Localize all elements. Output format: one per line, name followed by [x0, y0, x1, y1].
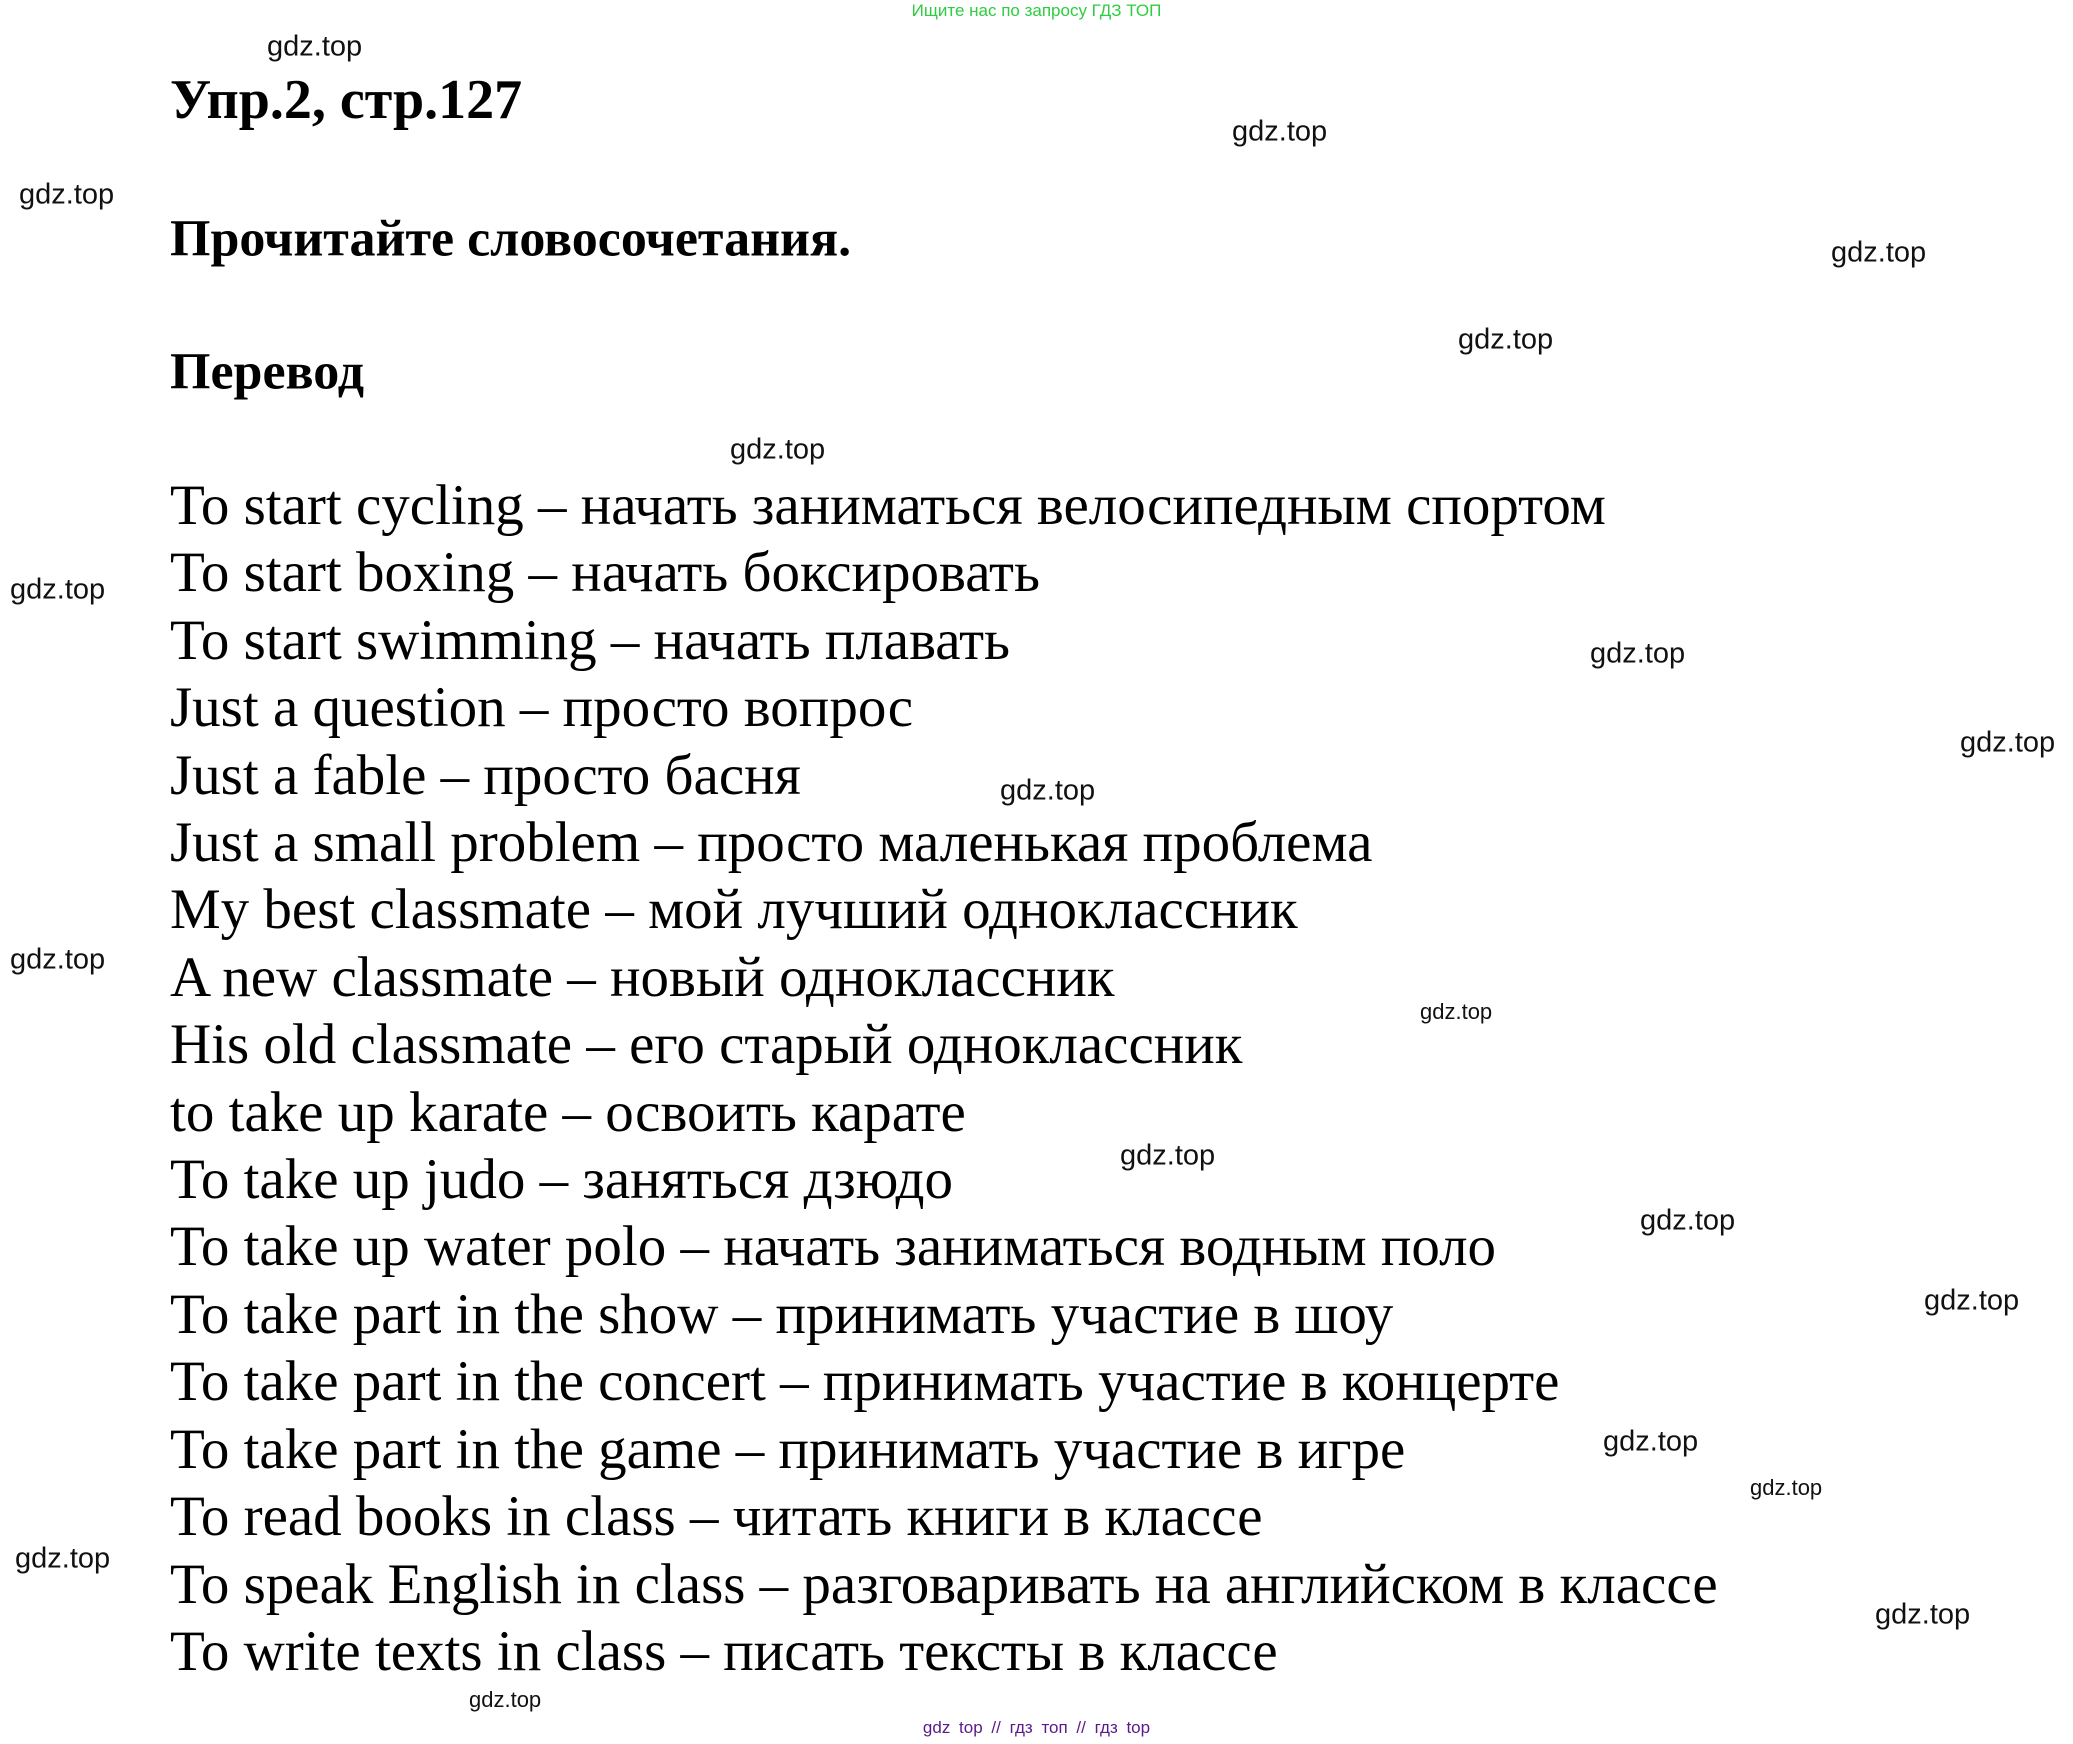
list-item: To start swimming – начать плавать — [170, 608, 1010, 672]
task-heading: Прочитайте словосочетания. — [170, 210, 852, 268]
list-item: To start cycling – начать заниматься велосипедным спортом — [170, 474, 1606, 537]
list-item: To take part in the show – принимать участие в шоу — [170, 1282, 1394, 1346]
watermark: gdz.top — [1420, 999, 1493, 1024]
list-item: To take part in the game – принимать участие в игре — [170, 1417, 1406, 1481]
watermark: gdz.top — [1232, 115, 1328, 148]
watermark: gdz.top — [1831, 236, 1927, 269]
list-item: To start boxing – начать боксировать — [170, 541, 1040, 605]
footer-links: gdz top // гдз топ // гдз top — [922, 1718, 1151, 1737]
watermark: gdz.top — [1924, 1284, 2020, 1317]
watermark: gdz.top — [1000, 774, 1096, 807]
watermark: gdz.top — [1640, 1204, 1736, 1237]
watermark: gdz.top — [15, 1542, 111, 1575]
list-item: Just a fable – просто басня — [170, 743, 801, 807]
list-item: My best classmate – мой лучший одноклассник — [170, 878, 1298, 942]
watermark: gdz.top — [10, 573, 106, 606]
list-item: To take part in the concert – принимать участие в концерте — [170, 1350, 1560, 1414]
list-item: To read books in class – читать книги в классе — [170, 1485, 1263, 1549]
list-item: to take up karate – освоить карате — [170, 1080, 966, 1144]
list-item: To write texts in class – писать тексты в классе — [170, 1619, 1278, 1683]
translation-heading: Перевод — [170, 343, 365, 401]
watermark: gdz.top — [1960, 726, 2056, 759]
list-item: Just a question – просто вопрос — [170, 676, 914, 740]
page-title: Упр.2, стр.127 — [170, 69, 523, 131]
watermark: gdz.top — [469, 1687, 542, 1712]
search-banner: Ищите нас по запросу ГДЗ ТОП — [911, 1, 1162, 20]
watermark: gdz.top — [1603, 1425, 1699, 1458]
list-item: To take up judo – заняться дзюдо — [170, 1148, 953, 1212]
list-item: Just a small problem – просто маленькая проблема — [170, 811, 1373, 875]
list-item: To take up water polo – начать заниматься водным поло — [170, 1215, 1497, 1279]
watermark: gdz.top — [10, 943, 106, 976]
watermark: gdz.top — [1875, 1598, 1971, 1631]
watermark: gdz.top — [1458, 323, 1554, 356]
list-item: His old classmate – его старый одноклассник — [170, 1013, 1243, 1077]
list-item: A new classmate – новый одноклассник — [170, 945, 1115, 1009]
watermark: gdz.top — [19, 178, 115, 211]
watermark: gdz.top — [267, 30, 363, 63]
watermark: gdz.top — [1750, 1475, 1823, 1500]
watermark: gdz.top — [730, 433, 826, 466]
phrase-list — [170, 472, 1718, 1685]
watermark: gdz.top — [1120, 1139, 1216, 1172]
list-item: To speak English in class – разговаривать на английском в классе — [170, 1552, 1718, 1616]
watermark: gdz.top — [1590, 637, 1686, 670]
